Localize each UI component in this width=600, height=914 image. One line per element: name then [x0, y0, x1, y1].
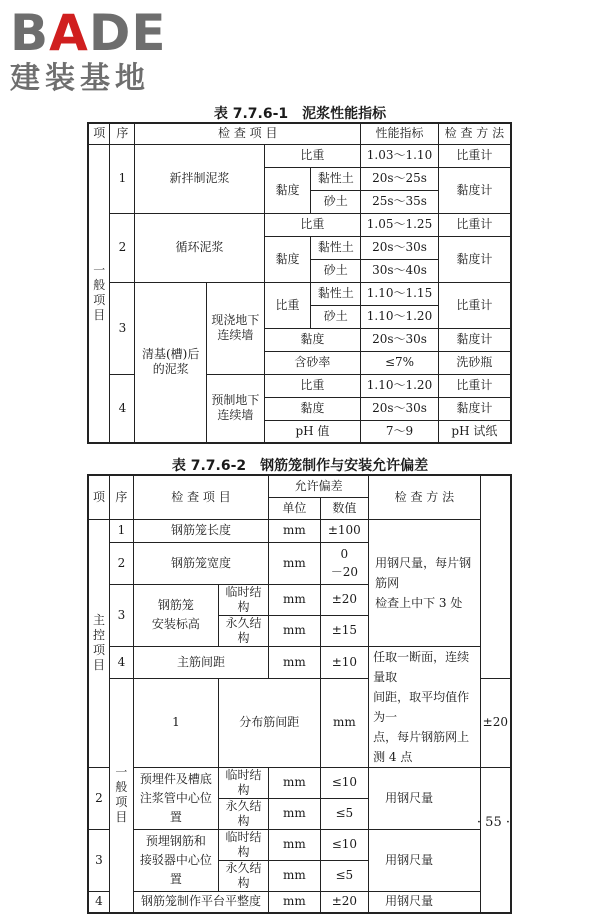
mud-performance-table [87, 122, 512, 444]
table-row: 3 清基(槽)后 的泥浆 现浇地下 连续墙 比重 黏性土 1.10～1.15 比重计 [88, 282, 511, 305]
table1-title: 表 7.7.6-1 泥浆性能指标 [213, 106, 387, 122]
table-row: 永久结构 mm ≤5 [88, 860, 511, 891]
logo-wordmark: BADE [10, 4, 167, 62]
table-row: 黏度 20s～30s 黏度计 [88, 397, 511, 420]
table-row: pH 值 7～9 pH 试纸 [88, 420, 511, 443]
table-row: 2 钢筋笼宽度 mm 0 －20 [88, 542, 511, 584]
rebar-cage-tolerance-table [87, 474, 512, 914]
table-row: 3 钢筋笼 安装标高 临时结构 mm ±20 [88, 584, 511, 615]
table-row: 永久结构 mm ±15 [88, 615, 511, 646]
table-header-row: 项 序 检 查 项 目 性能指标 检 查 方 法 [88, 123, 511, 144]
group-label: 一 般 项 目 [88, 144, 110, 443]
table-row: 2 循环泥浆 比重 1.05～1.25 比重计 [88, 213, 511, 236]
table-header-row: 项 序 检 查 项 目 允许偏差 检 查 方 法 [88, 475, 511, 497]
table2-title: 表 7.7.6-2 钢筋笼制作与安装允许偏差 [171, 458, 429, 474]
table-row: 一 般 项 目 1 新拌制泥浆 比重 1.03～1.10 比重计 [88, 144, 511, 167]
logo [10, 6, 185, 96]
table-row: 4 主筋间距 mm ±10 任取一断面，连续量取 间距，取平均值作为一 点，每片钢筋网上测 4 点 [88, 646, 511, 678]
table-row: 永久结构 mm ≤5 [88, 798, 511, 829]
page-number: · 55 · [476, 815, 510, 830]
table-row: 4 钢筋笼制作平台平整度 mm ±20 用钢尺量 [88, 891, 511, 913]
table-row: 一 般 项 目 1 分布筋间距 mm ±20 [88, 678, 511, 767]
table-row: 主 控 项 目 1 钢筋笼长度 mm ±100 用钢尺量，每片钢筋网 检查上中下 3 处 [88, 519, 511, 542]
table-row: 2 预埋件及槽底 注浆管中心位置 临时结构 mm ≤10 用钢尺量 [88, 767, 511, 798]
table-header-row: 单位 数值 [88, 497, 511, 519]
table-row: 黏度 20s～30s 黏度计 [88, 328, 511, 351]
group-label: 一 般 项 目 [109, 678, 133, 913]
table-row: 黏度 黏性土 20s～30s 黏度计 [88, 236, 511, 259]
logo-subtitle: 建装基地 [10, 61, 150, 96]
table-row: 砂土 1.10～1.20 [88, 305, 511, 328]
table-row: 砂土 25s～35s [88, 190, 511, 213]
table-row: 3 预埋钢筋和 接驳器中心位置 临时结构 mm ≤10 用钢尺量 [88, 829, 511, 860]
table-row: 含砂率 ≤7% 洗砂瓶 [88, 351, 511, 374]
table-row: 4 预制地下 连续墙 比重 1.10～1.20 比重计 [88, 374, 511, 397]
table-row: 黏度 黏性土 20s～25s 黏度计 [88, 167, 511, 190]
table-row: 砂土 30s～40s [88, 259, 511, 282]
group-label: 主 控 项 目 [88, 519, 109, 767]
